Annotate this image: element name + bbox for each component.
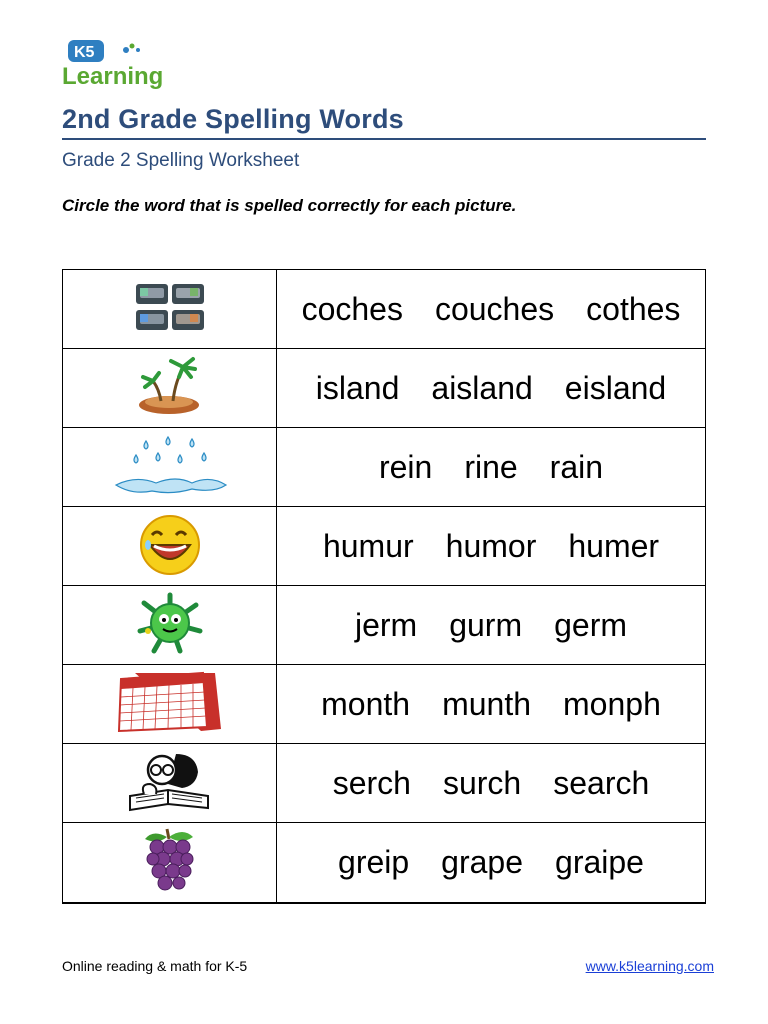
word-choice[interactable]: couches: [434, 290, 555, 327]
word-choice[interactable]: humur: [322, 527, 414, 564]
table-row: [63, 428, 705, 507]
instructions: Circle the word that is spelled correctly for each picture.: [62, 196, 517, 215]
word-choice[interactable]: rain: [549, 448, 604, 485]
table-row: [63, 586, 705, 665]
grapes-icon: [143, 827, 197, 898]
word-choices: [277, 744, 705, 822]
word-choices: [277, 270, 705, 348]
calendar-icon: [115, 669, 225, 740]
word-choice[interactable]: monph: [563, 685, 661, 722]
word-choices: [277, 428, 705, 506]
picture-cell: [63, 665, 277, 743]
word-choices: [277, 823, 705, 902]
word-choice[interactable]: surch: [442, 764, 522, 801]
word-choice[interactable]: humor: [445, 527, 537, 564]
footer-tagline: Online reading & math for K-5: [62, 958, 248, 974]
germ-icon: [136, 591, 204, 660]
word-choice[interactable]: rein: [378, 448, 433, 485]
search-reading-icon: [128, 748, 212, 819]
word-choice[interactable]: month: [321, 685, 411, 722]
rain-icon: [112, 433, 228, 502]
table-row: [63, 744, 705, 823]
word-choice[interactable]: cothes: [586, 290, 681, 327]
word-choice[interactable]: gurm: [449, 606, 523, 643]
word-choice[interactable]: graipe: [555, 844, 644, 880]
island-icon: [135, 355, 205, 422]
word-choice[interactable]: search: [553, 764, 650, 801]
word-choice[interactable]: aisland: [431, 369, 533, 406]
word-choice[interactable]: coches: [301, 290, 403, 327]
word-choice[interactable]: rine: [464, 448, 518, 485]
svg-text:K5: K5: [74, 44, 95, 61]
picture-cell: [63, 586, 277, 664]
picture-cell: [63, 507, 277, 585]
couches-icon: [134, 280, 206, 339]
picture-cell: [63, 349, 277, 427]
table-row: [63, 507, 705, 586]
word-choices: [277, 507, 705, 585]
word-choice[interactable]: munth: [442, 685, 532, 722]
page-title: 2nd Grade Spelling Words: [62, 104, 404, 134]
word-choice[interactable]: greip: [338, 844, 410, 880]
footer-link[interactable]: www.k5learning.com: [585, 958, 714, 974]
table-row: [63, 349, 705, 428]
word-choice[interactable]: germ: [554, 606, 628, 643]
word-choice[interactable]: eisland: [564, 369, 667, 406]
word-choices: [277, 586, 705, 664]
table-row: [63, 823, 705, 902]
k5-learning-logo: [60, 38, 170, 92]
word-choices: [277, 665, 705, 743]
picture-cell: [63, 270, 277, 348]
word-choice[interactable]: jerm: [354, 606, 418, 643]
svg-text:Learning: Learning: [62, 63, 164, 90]
word-choice[interactable]: island: [315, 369, 400, 406]
word-choice[interactable]: serch: [332, 764, 411, 801]
table-row: [63, 665, 705, 744]
page-subtitle: Grade 2 Spelling Worksheet: [62, 150, 300, 171]
word-choice[interactable]: grape: [441, 844, 524, 880]
picture-cell: [63, 428, 277, 506]
word-choices: [277, 349, 705, 427]
title-divider: [62, 138, 706, 140]
spelling-table: [62, 269, 706, 904]
picture-cell: [63, 744, 277, 822]
word-choice[interactable]: humer: [568, 527, 660, 564]
picture-cell: [63, 823, 277, 902]
table-row: [63, 270, 705, 349]
laughing-face-icon: [138, 511, 202, 582]
